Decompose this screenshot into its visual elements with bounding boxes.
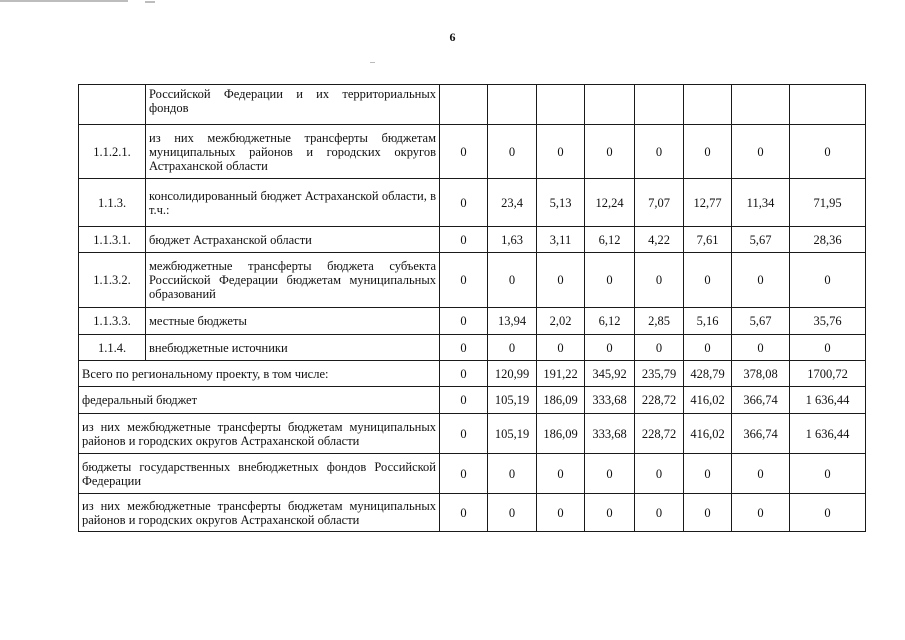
value-cell: 0 [684, 335, 732, 361]
summary-label: из них межбюджетные трансферты бюджетам муниципальных районов и городских округов Астраханской области [79, 494, 440, 532]
value-cell: 23,4 [488, 179, 537, 227]
value-cell: 0 [790, 253, 866, 308]
budget-table [78, 84, 866, 532]
summary-row [79, 454, 866, 494]
value-cell [585, 85, 635, 125]
value-cell: 416,02 [684, 414, 732, 454]
summary-row [79, 387, 866, 414]
value-cell: 0 [537, 125, 585, 179]
value-cell: 0 [488, 454, 537, 494]
value-cell: 0 [684, 494, 732, 532]
value-cell: 2,02 [537, 308, 585, 335]
value-cell: 0 [488, 125, 537, 179]
value-cell: 0 [488, 494, 537, 532]
value-cell: 7,07 [635, 179, 684, 227]
value-cell: 0 [635, 494, 684, 532]
row-label: местные бюджеты [146, 308, 440, 335]
value-cell: 0 [635, 125, 684, 179]
summary-row [79, 494, 866, 532]
row-code: 1.1.3.1. [79, 227, 146, 253]
value-cell: 6,12 [585, 227, 635, 253]
value-cell [790, 85, 866, 125]
row-label: Российской Федерации и их территориальных фондов [146, 85, 440, 125]
value-cell: 0 [440, 308, 488, 335]
value-cell: 0 [732, 125, 790, 179]
value-cell: 0 [684, 253, 732, 308]
row-code [79, 85, 146, 125]
value-cell: 5,67 [732, 227, 790, 253]
value-cell: 228,72 [635, 414, 684, 454]
value-cell: 28,36 [790, 227, 866, 253]
value-cell: 71,95 [790, 179, 866, 227]
value-cell: 12,77 [684, 179, 732, 227]
table-row [79, 227, 866, 253]
value-cell [488, 85, 537, 125]
table-row [79, 253, 866, 308]
value-cell: 333,68 [585, 387, 635, 414]
value-cell: 7,61 [684, 227, 732, 253]
value-cell: 1700,72 [790, 361, 866, 387]
value-cell: 0 [440, 125, 488, 179]
row-code: 1.1.2.1. [79, 125, 146, 179]
value-cell: 0 [440, 335, 488, 361]
value-cell: 0 [440, 454, 488, 494]
value-cell: 416,02 [684, 387, 732, 414]
summary-label: из них межбюджетные трансферты бюджетам муниципальных районов и городских округов Астраханской области [79, 414, 440, 454]
value-cell: 0 [684, 125, 732, 179]
summary-row [79, 361, 866, 387]
value-cell: 0 [732, 253, 790, 308]
value-cell: 0 [732, 454, 790, 494]
value-cell: 0 [537, 253, 585, 308]
value-cell: 0 [440, 227, 488, 253]
value-cell: 1,63 [488, 227, 537, 253]
value-cell: 0 [790, 125, 866, 179]
value-cell: 0 [585, 494, 635, 532]
value-cell: 366,74 [732, 414, 790, 454]
value-cell [440, 85, 488, 125]
value-cell: 0 [440, 179, 488, 227]
scan-edge-mark [145, 1, 155, 3]
value-cell: 35,76 [790, 308, 866, 335]
value-cell: 1 636,44 [790, 414, 866, 454]
value-cell: 186,09 [537, 414, 585, 454]
value-cell: 366,74 [732, 387, 790, 414]
value-cell: 105,19 [488, 387, 537, 414]
value-cell: 12,24 [585, 179, 635, 227]
value-cell: 0 [732, 494, 790, 532]
summary-label: федеральный бюджет [79, 387, 440, 414]
value-cell: 0 [488, 253, 537, 308]
value-cell: 0 [585, 335, 635, 361]
value-cell: 0 [440, 387, 488, 414]
summary-label: бюджеты государственных внебюджетных фондов Российской Федерации [79, 454, 440, 494]
value-cell [732, 85, 790, 125]
value-cell: 0 [635, 454, 684, 494]
value-cell: 186,09 [537, 387, 585, 414]
row-label: внебюджетные источники [146, 335, 440, 361]
value-cell: 235,79 [635, 361, 684, 387]
value-cell: 4,22 [635, 227, 684, 253]
value-cell: 0 [790, 335, 866, 361]
row-label: консолидированный бюджет Астраханской области, в т.ч.: [146, 179, 440, 227]
value-cell: 5,16 [684, 308, 732, 335]
value-cell: 0 [585, 253, 635, 308]
value-cell: 0 [684, 454, 732, 494]
row-code: 1.1.4. [79, 335, 146, 361]
value-cell: 0 [440, 494, 488, 532]
table-row [79, 335, 866, 361]
value-cell: 0 [440, 414, 488, 454]
value-cell: 2,85 [635, 308, 684, 335]
value-cell: 0 [635, 253, 684, 308]
value-cell: 0 [488, 335, 537, 361]
value-cell: 11,34 [732, 179, 790, 227]
value-cell: 0 [440, 253, 488, 308]
table-row [79, 85, 866, 125]
value-cell: 333,68 [585, 414, 635, 454]
value-cell: 0 [585, 454, 635, 494]
value-cell: 120,99 [488, 361, 537, 387]
value-cell: 0 [790, 494, 866, 532]
value-cell: 228,72 [635, 387, 684, 414]
value-cell: 0 [585, 125, 635, 179]
row-label: из них межбюджетные трансферты бюджетам муниципальных районов и городских округов Астраханской области [146, 125, 440, 179]
row-label: межбюджетные трансферты бюджета субъекта Российской Федерации бюджетам муниципальных образований [146, 253, 440, 308]
value-cell: 0 [537, 335, 585, 361]
value-cell: 105,19 [488, 414, 537, 454]
value-cell: 345,92 [585, 361, 635, 387]
value-cell [537, 85, 585, 125]
row-code: 1.1.3. [79, 179, 146, 227]
table-row [79, 179, 866, 227]
scan-edge-mark [0, 0, 128, 2]
value-cell: 378,08 [732, 361, 790, 387]
summary-row [79, 414, 866, 454]
value-cell: 191,22 [537, 361, 585, 387]
value-cell: 428,79 [684, 361, 732, 387]
table-row [79, 308, 866, 335]
table-row [79, 125, 866, 179]
value-cell: 5,13 [537, 179, 585, 227]
value-cell: 13,94 [488, 308, 537, 335]
row-code: 1.1.3.3. [79, 308, 146, 335]
value-cell [635, 85, 684, 125]
value-cell [684, 85, 732, 125]
value-cell: 1 636,44 [790, 387, 866, 414]
page-number: 6 [449, 30, 456, 44]
row-code: 1.1.3.2. [79, 253, 146, 308]
value-cell: 3,11 [537, 227, 585, 253]
scan-dot [370, 62, 375, 63]
value-cell: 5,67 [732, 308, 790, 335]
row-label: бюджет Астраханской области [146, 227, 440, 253]
value-cell: 0 [537, 454, 585, 494]
value-cell: 0 [440, 361, 488, 387]
summary-label: Всего по региональному проекту, в том числе: [79, 361, 440, 387]
value-cell: 6,12 [585, 308, 635, 335]
value-cell: 0 [732, 335, 790, 361]
value-cell: 0 [790, 454, 866, 494]
value-cell: 0 [635, 335, 684, 361]
value-cell: 0 [537, 494, 585, 532]
